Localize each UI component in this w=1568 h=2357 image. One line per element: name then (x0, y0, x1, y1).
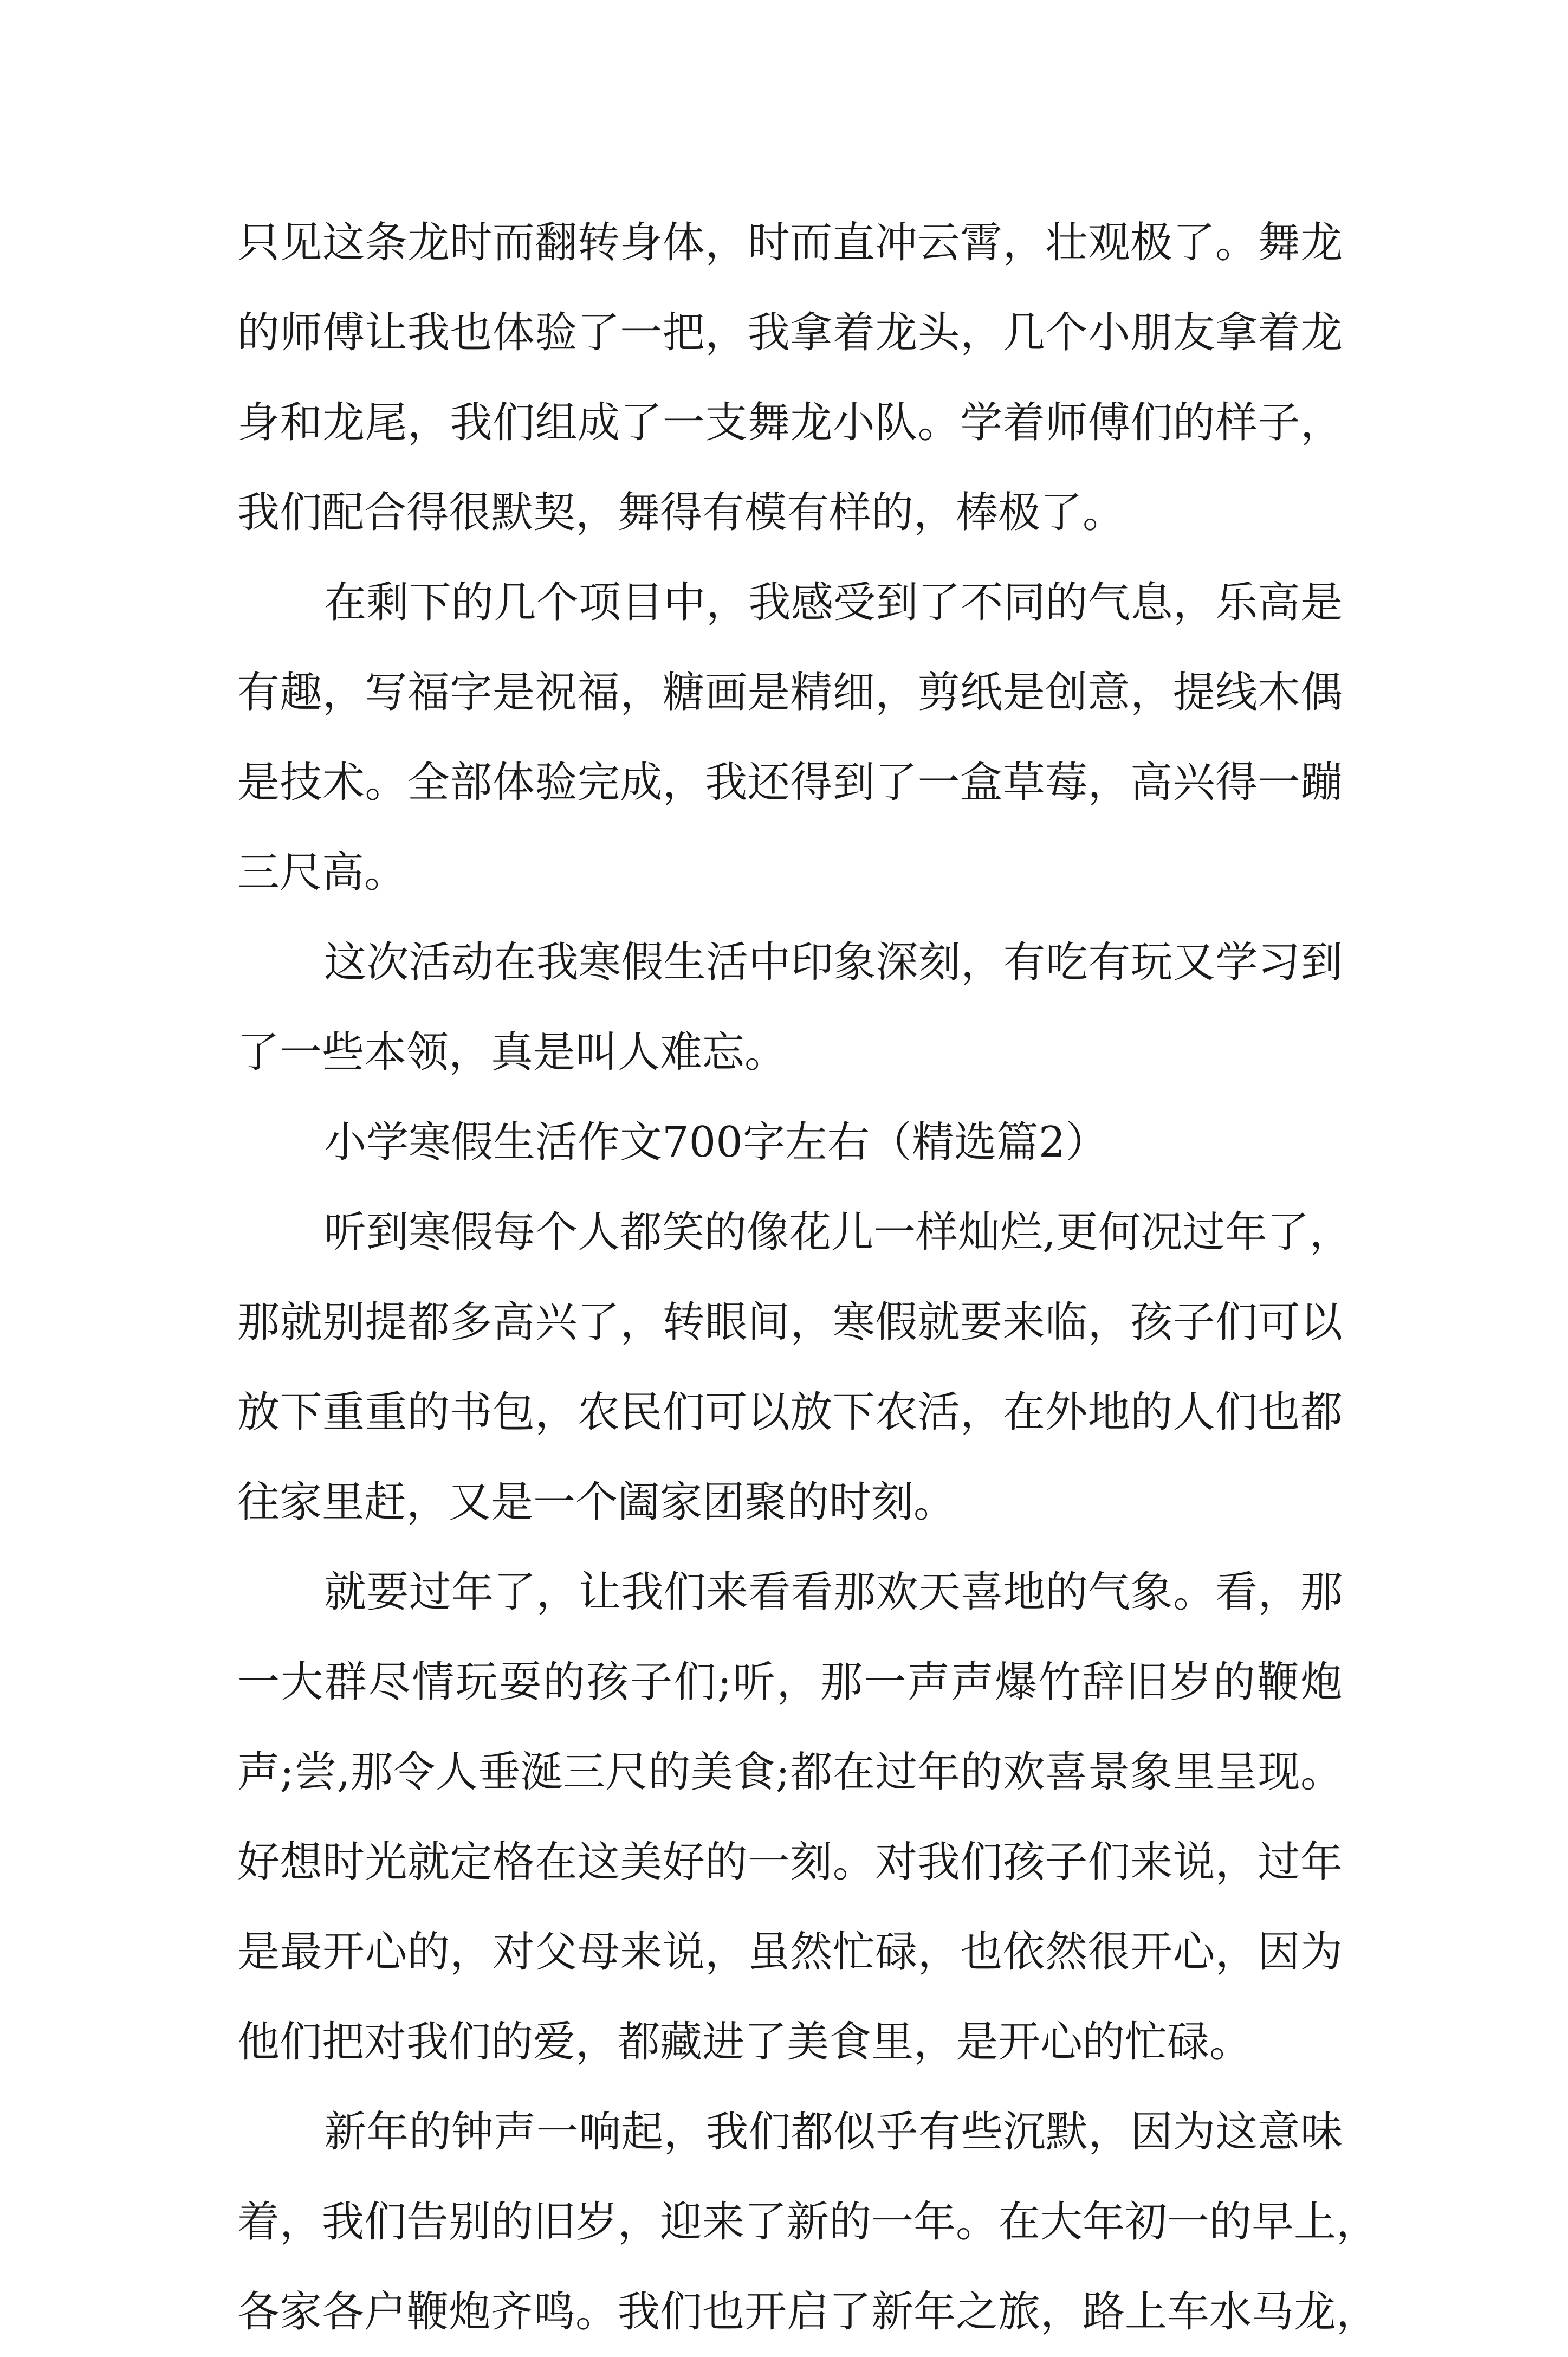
text-line: 是最开心的，对父母来说，虽然忙碌，也依然很开心，因为 (237, 1928, 1343, 1977)
text-line: 他们把对我们的爱，都藏进了美食里，是开心的忙碌。 (237, 2018, 1252, 2067)
paragraph-start-line: 在剩下的几个项目中，我感受到了不同的气息，乐高是 (324, 578, 1343, 627)
text-line: 是技术。全部体验完成，我还得到了一盒草莓，高兴得一蹦 (237, 758, 1343, 807)
text-line: 有趣，写福字是祝福，糖画是精细，剪纸是创意，提线木偶 (237, 668, 1343, 717)
text-line: 我们配合得很默契，舞得有模有样的，棒极了。 (237, 488, 1125, 537)
paragraph-start-line: 新年的钟声一响起，我们都似乎有些沉默，因为这意味 (324, 2108, 1343, 2156)
text-line: 了一些本领，真是叫人难忘。 (237, 1028, 787, 1077)
text-line: 那就别提都多高兴了，转眼间，寒假就要来临，孩子们可以 (237, 1298, 1343, 1347)
text-line: 身和龙尾，我们组成了一支舞龙小队。学着师傅们的样子， (237, 398, 1343, 447)
text-line: 好想时光就定格在这美好的一刻。对我们孩子们来说，过年 (237, 1838, 1343, 1887)
paragraph-start-line: 就要过年了，让我们来看看那欢天喜地的气象。看，那 (324, 1568, 1343, 1617)
text-line: 各家各户鞭炮齐鸣。我们也开启了新年之旅，路上车水马龙， (237, 2288, 1379, 2336)
section-heading: 小学寒假生活作文700字左右（精选篇2） (324, 1118, 1108, 1167)
text-line: 着，我们告别的旧岁，迎来了新的一年。在大年初一的早上， (237, 2198, 1379, 2246)
text-line: 放下重重的书包，农民们可以放下农活，在外地的人们也都 (237, 1388, 1343, 1437)
paragraph-start-line: 这次活动在我寒假生活中印象深刻，有吃有玩又学习到 (324, 938, 1343, 987)
text-line: 一大群尽情玩耍的孩子们;听，那一声声爆竹辞旧岁的鞭炮 (237, 1658, 1343, 1707)
text-line: 的师傅让我也体验了一把，我拿着龙头，几个小朋友拿着龙 (237, 308, 1343, 357)
essay-body (237, 198, 1379, 2357)
text-line: 声;尝,那令人垂涎三尺的美食;都在过年的欢喜景象里呈现。 (237, 1748, 1343, 1797)
paragraph-start-line: 听到寒假每个人都笑的像花儿一样灿烂,更何况过年了， (324, 1208, 1352, 1257)
text-line: 往家里赶，又是一个阖家团聚的时刻。 (237, 1478, 956, 1527)
text-line: 三尺高。 (237, 848, 407, 897)
text-line: 只见这条龙时而翻转身体，时而直冲云霄，壮观极了。舞龙 (237, 218, 1343, 267)
